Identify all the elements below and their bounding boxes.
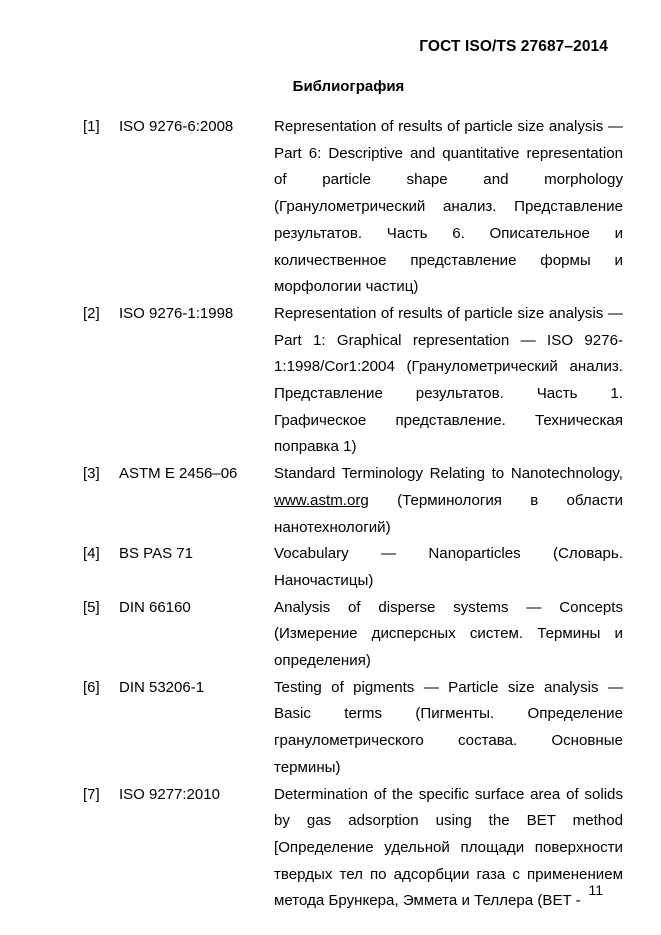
page-title: Библиография <box>292 78 405 95</box>
reference-standard-code: ISO 9277:2010 <box>119 785 220 803</box>
reference-description <box>274 461 623 541</box>
website-link[interactable]: www.astm.org <box>274 491 369 509</box>
reference-number: [4] <box>83 545 100 563</box>
reference-description: Testing of pigments — Particle size analysis — Basic terms (Пигменты. Определение гранулометрического состава. Основные термины) <box>274 678 623 776</box>
reference-description-text: Standard Terminology Relating to Nanotechnology, <box>274 465 623 483</box>
reference-item <box>83 461 623 541</box>
reference-item <box>83 301 623 461</box>
reference-number: [6] <box>83 678 100 696</box>
reference-description: Analysis of disperse systems — Concepts (Измерение дисперсных систем. Термины и определения) <box>274 598 623 670</box>
reference-number: [2] <box>83 304 100 322</box>
reference-standard-code: BS PAS 71 <box>119 545 193 563</box>
reference-item <box>83 782 623 916</box>
reference-description: Vocabulary — Nanoparticles (Словарь. Наночастицы) <box>274 545 623 589</box>
reference-description: Representation of results of particle size analysis — Part 1: Graphical representation — ISO 9276-1:1998/Cor1:2004 (Гранулометрический анализ. Представление результатов. Часть 1. Графическое представление. Техническая поправка 1) <box>274 304 623 456</box>
reference-standard-code: ISO 9276-6:2008 <box>119 118 234 135</box>
reference-item <box>83 595 623 675</box>
reference-number: [1] <box>83 118 100 135</box>
reference-description: Representation of results of particle size analysis — Part 6: Descriptive and quantitative representation of particle shape and morphology (Гранулометрический анализ. Представление результатов. Часть 6. Описательное и количественное представление формы и морфологии частиц) <box>274 118 623 296</box>
reference-standard-code: DIN 53206-1 <box>119 678 205 696</box>
page-number: 11 <box>588 882 603 898</box>
reference-number: [5] <box>83 598 100 616</box>
reference-description-text: (Терминология в области нанотехнологий) <box>274 491 623 536</box>
reference-standard-code: ISO 9276-1:1998 <box>119 304 234 322</box>
bibliography-list <box>83 114 623 915</box>
reference-standard-code: ASTM E 2456–06 <box>119 465 238 483</box>
reference-number: [3] <box>83 465 100 483</box>
reference-description: Determination of the specific surface area of solids by gas adsorption using the BET method [Определение удельной площади поверхности твердых тел по адсорбции газа с применением метода Брункера, Эммета и Теллера (BET - <box>274 785 623 910</box>
reference-number: [7] <box>83 785 100 803</box>
reference-item <box>83 675 623 782</box>
reference-item <box>83 541 623 594</box>
document-code: ГОСТ ISO/TS 27687–2014 <box>419 38 608 55</box>
reference-item <box>83 114 623 301</box>
reference-standard-code: DIN 66160 <box>119 598 191 616</box>
